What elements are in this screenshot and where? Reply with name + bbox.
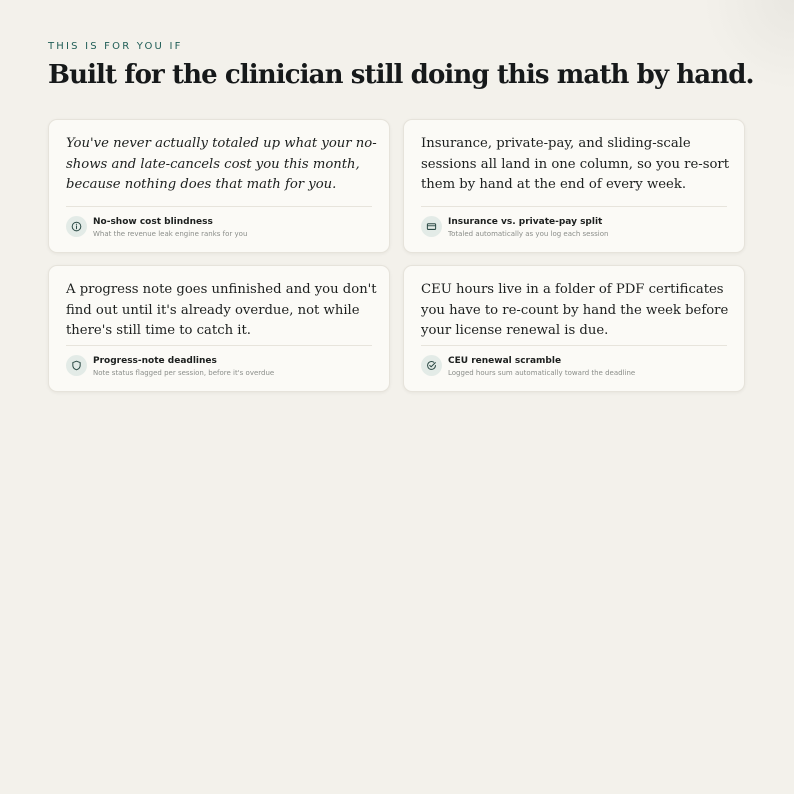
feature-subtitle: Totaled automatically as you log each session [448, 230, 609, 238]
info-icon [66, 216, 87, 237]
feature-title: No-show cost blindness [93, 217, 213, 227]
shield-icon [66, 355, 87, 376]
pain-point-card-no-show [48, 119, 390, 253]
card-divider [421, 206, 727, 207]
feature-subtitle: What the revenue leak engine ranks for you [93, 230, 248, 238]
card-quote: CEU hours live in a folder of PDF certificates you have to re-count by hand the week before your license renewal is due. [421, 282, 729, 338]
section-headline: Built for the clinician still doing this math by hand. [48, 60, 754, 90]
card-divider [66, 345, 372, 346]
feature-title: Insurance vs. private-pay split [448, 217, 603, 227]
feature-title: Progress-note deadlines [93, 356, 217, 366]
feature-subtitle: Logged hours sum automatically toward the deadline [448, 369, 636, 377]
pain-point-card-progress-notes [48, 265, 390, 392]
pain-point-card-ceu-renewal [403, 265, 745, 392]
card-quote: Insurance, private-pay, and sliding-scale sessions all land in one column, so you re-sort them by hand at the end of every week. [421, 136, 730, 192]
check-circle-icon [421, 355, 442, 376]
pain-point-card-insurance-split [403, 119, 745, 253]
card-quote: A progress note goes unfinished and you don't find out until it's already overdue, not while there's still time to catch it. [66, 282, 377, 338]
credit-card-icon [421, 216, 442, 237]
feature-subtitle: Note status flagged per session, before it's overdue [93, 369, 275, 377]
card-quote: You've never actually totaled up what your no-shows and late-cancels cost you this month, because nothing does that math for you. [66, 136, 377, 192]
card-divider [421, 345, 727, 346]
section-eyebrow: THIS IS FOR YOU IF [48, 41, 183, 52]
card-divider [66, 206, 372, 207]
feature-title: CEU renewal scramble [448, 356, 562, 366]
